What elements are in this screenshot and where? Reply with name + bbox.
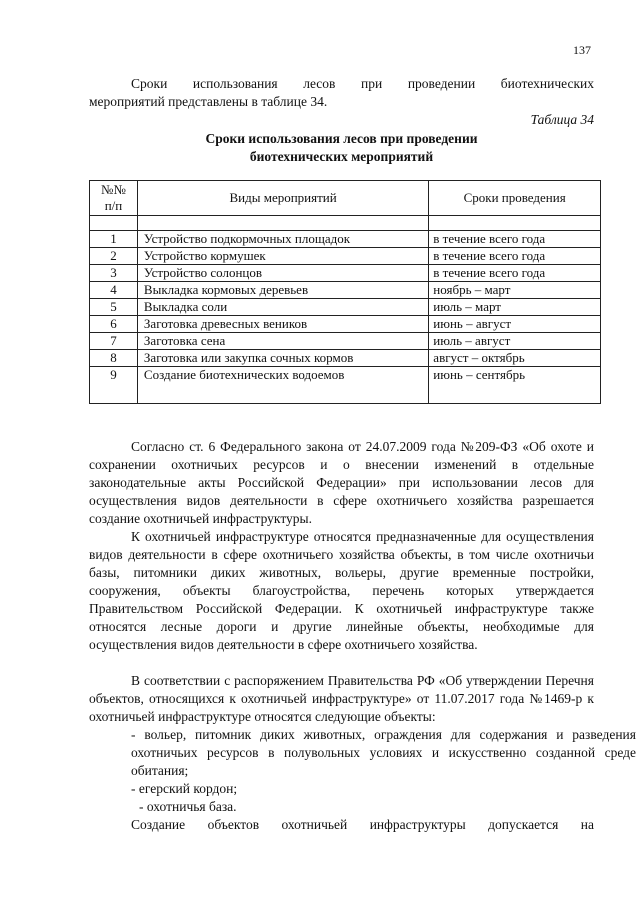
row-number: 1 (90, 231, 138, 248)
table-row (90, 316, 601, 333)
activities-table (89, 180, 601, 404)
list-item-ranger-post: - егерский кордон; (131, 781, 238, 796)
table-title-line-1: Сроки использования лесов при проведении (205, 131, 478, 146)
table-row (90, 350, 601, 367)
spacer-cell (137, 216, 428, 231)
row-activity: Выкладка кормовых деревьев (137, 282, 428, 299)
header-number-line-2: п/п (104, 198, 123, 213)
row-number: 9 (90, 367, 138, 404)
row-activity: Заготовка или закупка сочных кормов (137, 350, 428, 367)
table-header-row (90, 181, 601, 216)
row-activity: Создание биотехнических водоемов (137, 367, 428, 404)
row-activity: Устройство солонцов (137, 265, 428, 282)
spacer-cell (429, 216, 601, 231)
row-activity: Устройство кормушек (137, 248, 428, 265)
table-spacer-row (90, 216, 601, 231)
row-number: 3 (90, 265, 138, 282)
table-row (90, 265, 601, 282)
table-row (90, 282, 601, 299)
paragraph-government-order: В соответствии с распоряжением Правительства РФ «Об утверждении Перечня объектов, относящихся к охотничьей инфраструктуре» от 11.07.2017 года №1469-р к охотничьей инфраструктуре относятся следующие объекты: (89, 673, 594, 724)
table-row (90, 299, 601, 316)
header-activity-type: Виды мероприятий (137, 181, 428, 216)
row-timing: август – октябрь (429, 350, 601, 367)
table-row (90, 333, 601, 350)
table-caption: Таблица 34 (530, 112, 594, 127)
header-number (90, 181, 138, 216)
page-number: 137 (573, 43, 591, 57)
row-number: 2 (90, 248, 138, 265)
row-activity: Устройство подкормочных площадок (137, 231, 428, 248)
table-row (90, 248, 601, 265)
row-timing: в течение всего года (429, 231, 601, 248)
row-timing: ноябрь – март (429, 282, 601, 299)
row-number: 6 (90, 316, 138, 333)
spacer-cell (90, 216, 138, 231)
row-timing: в течение всего года (429, 248, 601, 265)
row-timing: июль – март (429, 299, 601, 316)
row-timing: в течение всего года (429, 265, 601, 282)
intro-line-2: мероприятий представлены в таблице 34. (89, 94, 328, 109)
paragraph-infrastructure-definition: К охотничьей инфраструктуре относятся предназначенные для осуществления видов деятельности в сфере охотничьего хозяйства объекты, в том числе охотничьи базы, питомники диких животных, вольеры, другие временные постройки, сооружения, объекты благоустройства, перечень которых утверждается Правительством Российской Федерации. К охотничьей инфраструктуре также относятся лесные дороги и другие линейные объекты, необходимые для осуществления видов деятельности в сфере охотничьего хозяйства. (89, 529, 594, 652)
row-timing: июль – август (429, 333, 601, 350)
intro-line-1: Сроки использования лесов при проведении биотехнических (131, 76, 594, 91)
table-row (90, 231, 601, 248)
paragraph-creation-allowed: Создание объектов охотничьей инфраструктуры допускается на (131, 817, 594, 832)
row-timing: июнь – сентябрь (429, 367, 601, 404)
header-number-line-1: №№ (101, 182, 126, 197)
row-number: 7 (90, 333, 138, 350)
row-activity: Заготовка древесных веников (137, 316, 428, 333)
row-activity: Выкладка соли (137, 299, 428, 316)
header-timing: Сроки проведения (429, 181, 601, 216)
list-item-hunting-base: - охотничья база. (139, 799, 237, 814)
table-title (89, 130, 594, 166)
row-timing: июнь – август (429, 316, 601, 333)
row-activity: Заготовка сена (137, 333, 428, 350)
row-number: 4 (90, 282, 138, 299)
list-item-enclosure: - вольер, питомник диких животных, ограждения для содержания и разведения охотничьих ресурсов в полувольных условиях и искусственно созданной среде обитания; (131, 727, 636, 778)
paragraph-federal-law: Согласно ст. 6 Федерального закона от 24.07.2009 года №209-ФЗ «Об охоте и сохранении охотничьих ресурсов и о внесении изменений в отдельные законодательные акты Российской Федерации» при использовании лесов для осуществления видов деятельности в сфере охотничьего хозяйства разрешается создание охотничьей инфраструктуры. (89, 439, 594, 526)
table-row (90, 367, 601, 404)
row-number: 8 (90, 350, 138, 367)
table-title-line-2: биотехнических мероприятий (249, 149, 434, 164)
row-number: 5 (90, 299, 138, 316)
